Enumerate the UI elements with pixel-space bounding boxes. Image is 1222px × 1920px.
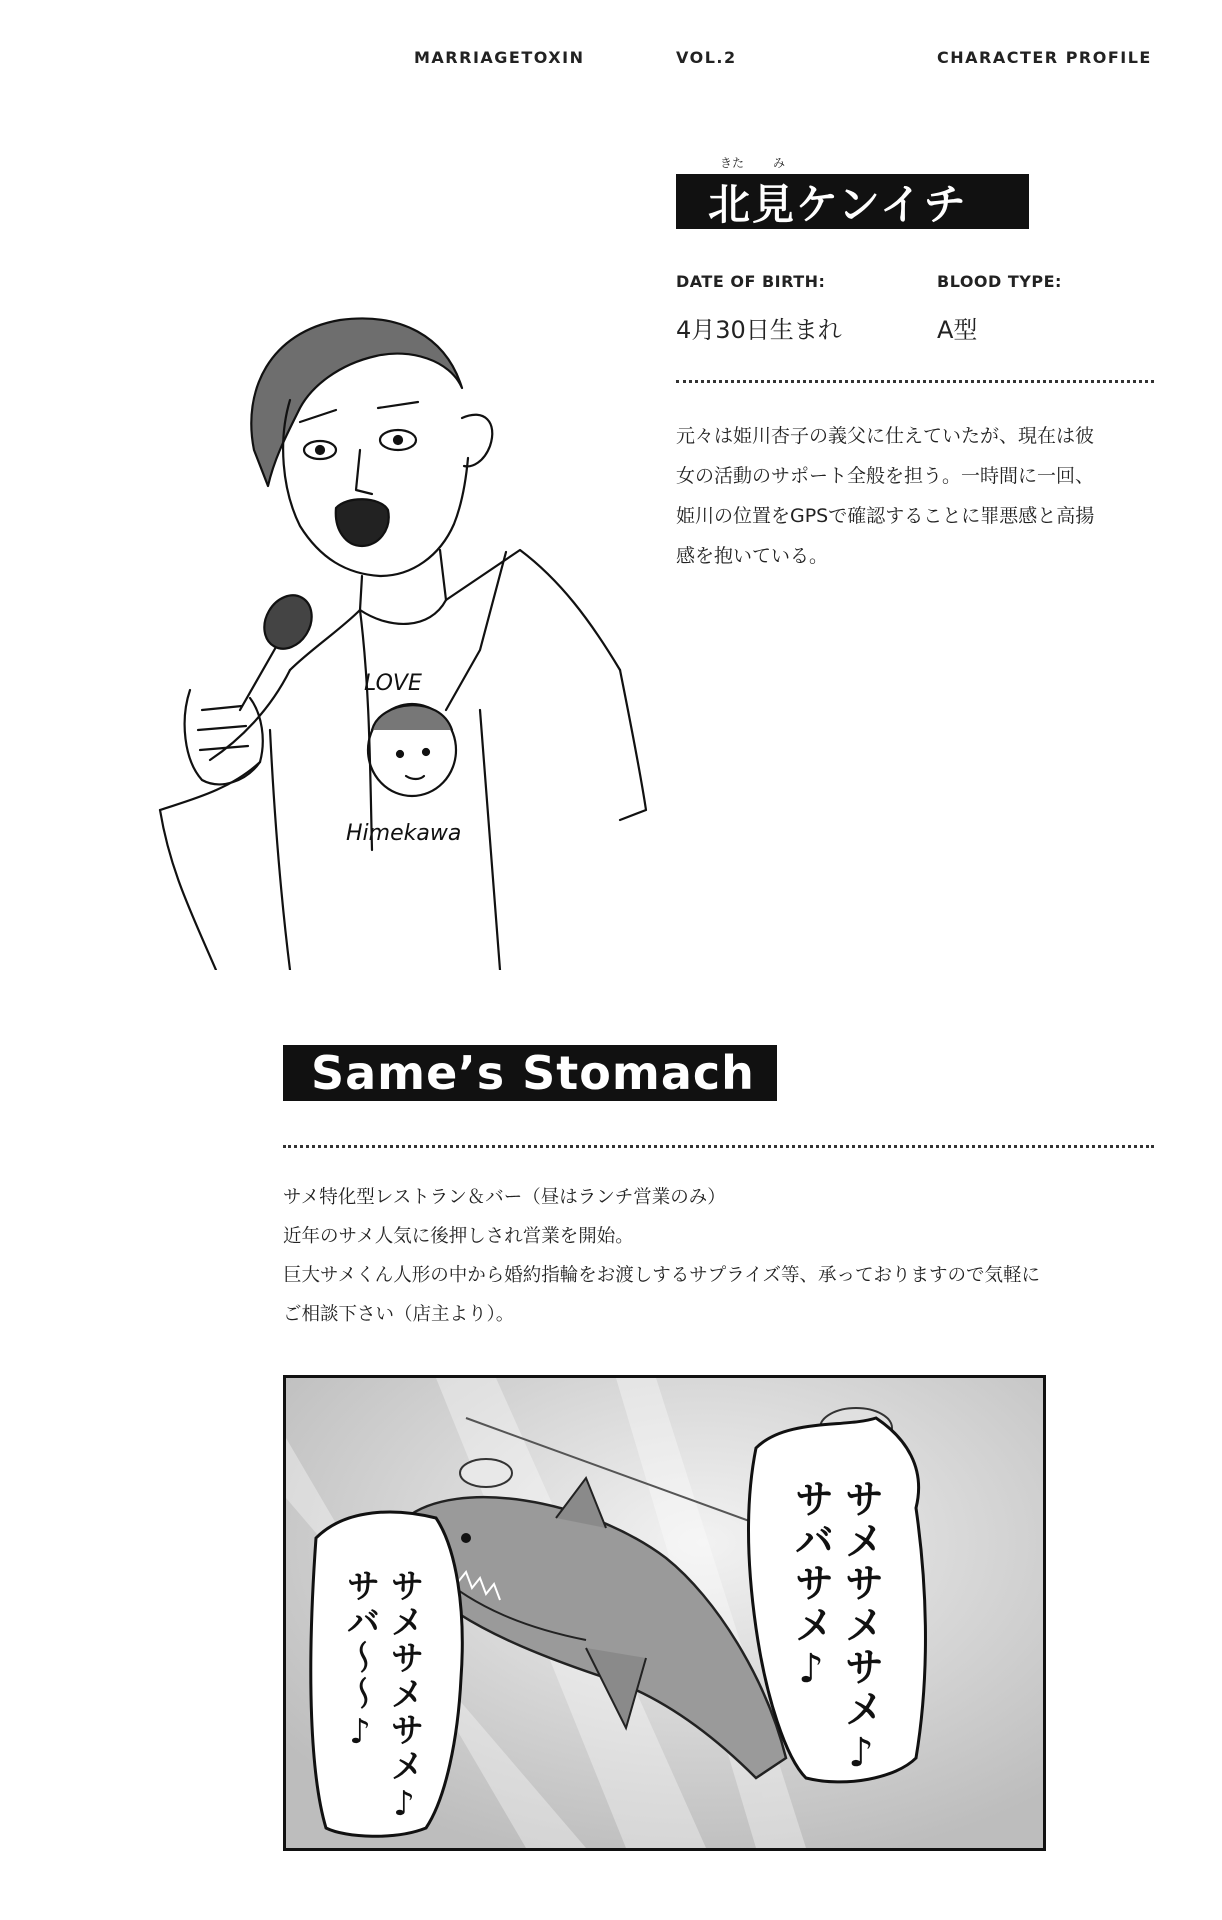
shirt-himekawa-text: Himekawa [346,821,462,846]
restaurant-description: サメ特化型レストラン＆バー（昼はランチ営業のみ） 近年のサメ人気に後押しされ営業を開始。 巨大サメくん人形の中から婚約指輪をお渡しするサプライズ等、承っておりますので気軽に ご相談下さい（店主より）。 [283,1187,1041,1325]
shirt-love-text: LOVE [364,671,422,696]
character-name: 北見ケンイチ [676,174,1029,229]
character-illustration [150,290,790,970]
dob-value: 4月30日生まれ [676,316,842,344]
character-description: 元々は姫川杏子の義父に仕えていたが、現在は彼 女の活動のサポート全般を担う。一時間に一回、 姫川の位置をGPSで確認することに罪悪感と高揚 感を抱いている。 [676,425,1095,567]
manga-panel [283,1375,1046,1851]
restaurant-title: Same’s Stomach [283,1045,777,1101]
speech-bubble-left: サメサメサメ♪ サバ〜〜♪ [340,1568,424,1826]
dob-label: DATE OF BIRTH: [676,272,826,291]
volume-label: VOL.2 [676,48,737,67]
section-divider [283,1145,1154,1148]
furigana-kita: きた [720,156,745,170]
blood-type-value: A型 [937,316,978,344]
blood-type-label: BLOOD TYPE: [937,272,1062,291]
furigana-mi: み [773,156,786,170]
section-label: CHARACTER PROFILE [937,48,1152,67]
series-title: MARRIAGETOXIN [414,48,585,67]
speech-bubble-right: サメサメサメ♪ サバサメ♪ [788,1478,884,1778]
